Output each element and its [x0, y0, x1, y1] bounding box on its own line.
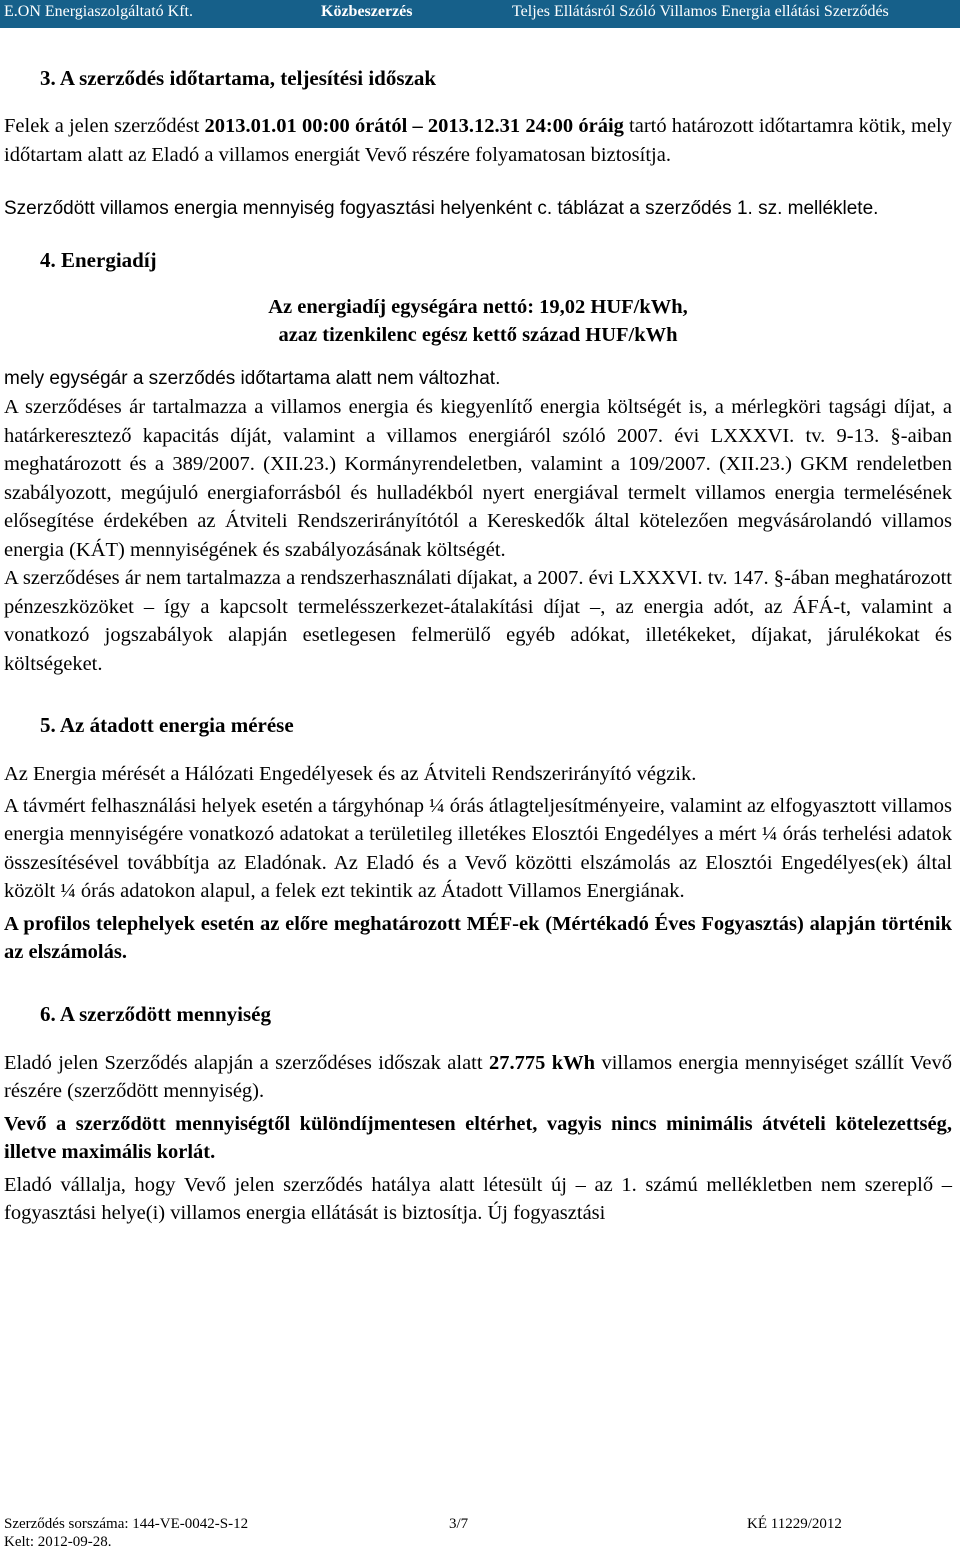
document-body [4, 66, 952, 1228]
section-5-paragraph-2: A távmért felhasználási helyek esetén a tárgyhónap ¼ órás átlagteljesítményeire, valamint az elfogyasztott villamos energia mennyiségére vonatkozó adatokat a területileg illetékes Elosztói Engedélyes a mért ¼ órás terhelési adatok összesítésével továbbítja az Eladónak. Az Eladó és a Vevő közötti elszámolás az Elosztói Engedélyes(ek) által közölt ¼ órás adatokon alapul, a felek ezt tekintik az Átadott Villamos Energiának. [4, 794, 952, 902]
section-4-paragraph-2: A szerződéses ár tartalmazza a villamos energia és kiegyenlítő energia költségét is, a mérlegköri tagsági díjat, a határkeresztező kapacitás díját, valamint a villamos energiáról szóló 2007. évi LXXXVI. tv. 9-13. §-aiban meghatározott és a 389/2007. (XII.23.) Kormányrendeletben, valamint a 109/2007. (XII.23.) GKM rendeletben szabályozott, megújuló energiaforrásból és hulladékból nyert energiával termelt villamos energia termelésének elősegítése érdekében az Átviteli Rendszerirányítótól a Kereskedők által kötelezően megvásárolandó villamos energia (KÁT) mennyiségének és szabályozásának költségét. [4, 396, 952, 561]
section-6-paragraph-2: Vevő a szerződött mennyiségtől különdíjmentesen eltérhet, vagyis nincs minimális átvételi kötelezettség, illetve maximális korlát. [4, 1112, 952, 1163]
page-header [0, 0, 960, 28]
section-4-paragraph-1: mely egységár a szerződés időtartama alatt nem változhat. [4, 367, 501, 389]
header-doc-title: Teljes Ellátásról Szóló Villamos Energia ellátási Szerződés [512, 3, 889, 20]
section-4-heading: 4. Energiadíj [40, 247, 157, 272]
price-line-2: azaz tizenkilenc egész kettő század HUF/kWh [278, 323, 678, 346]
section-3-heading: 3. A szerződés időtartama, teljesítési időszak [40, 66, 437, 90]
section-5-paragraph-3: A profilos telephelyek esetén az előre meghatározott MÉF-ek (Mértékadó Éves Fogyasztás) alapján történik az elszámolás. [4, 912, 952, 963]
section-6-paragraph-1: Eladó jelen Szerződés alapján a szerződéses időszak alatt 27.775 kWh villamos energia mennyiséget szállít Vevő részére (szerződött mennyiség). [4, 1051, 953, 1102]
section-5-heading: 5. Az átadott energia mérése [40, 713, 294, 737]
section-3-paragraph-1: Felek a jelen szerződést 2013.01.01 00:00 órától – 2013.12.31 24:00 óráig tartó határozott időtartamra kötik, mely időtartam alatt az Eladó a villamos energiát Vevő részére folyamatosan biztosítja. [4, 115, 953, 166]
footer-page-number: 3/7 [449, 1516, 469, 1532]
section-6-paragraph-3: Eladó vállalja, hogy Vevő jelen szerződés hatálya alatt létesült új – az 1. számú mellékletben nem szereplő – fogyasztási helye(i) villamos energia ellátását is biztosítja. Új fogyasztási [4, 1173, 952, 1224]
header-section: Közbeszerzés [321, 3, 413, 20]
price-line-1: Az energiadíj egységára nettó: 19,02 HUF/kWh, [268, 295, 688, 318]
section-3-paragraph-2: Szerződött villamos energia mennyiség fogyasztási helyenként c. táblázat a szerződés 1. sz. melléklete. [4, 198, 879, 219]
footer-reference: KÉ 11229/2012 [747, 1516, 842, 1532]
header-company: E.ON Energiaszolgáltató Kft. [4, 3, 193, 20]
footer-date: Kelt: 2012-09-28. [4, 1534, 112, 1550]
section-4-paragraph-3: A szerződéses ár nem tartalmazza a rendszerhasználati díjakat, a 2007. évi LXXXVI. tv. 147. §-ában meghatározott pénzeszközöket – így a kapcsolt termelésszerkezet-átalakítási díjat –, az energia adót, az ÁFÁ-t, valamint a vonatkozó jogszabályok alapján esetlegesen felmerülő egyéb adókat, illetékeket, díjakat, járulékokat és költségeket. [4, 567, 952, 675]
section-6-heading: 6. A szerződött mennyiség [40, 1001, 271, 1026]
section-5-paragraph-1: Az Energia mérését a Hálózati Engedélyesek és az Átviteli Rendszerirányító végzik. [4, 763, 697, 785]
footer-contract-number: Szerződés sorszáma: 144-VE-0042-S-12 [4, 1516, 249, 1532]
page-footer [4, 1515, 952, 1551]
